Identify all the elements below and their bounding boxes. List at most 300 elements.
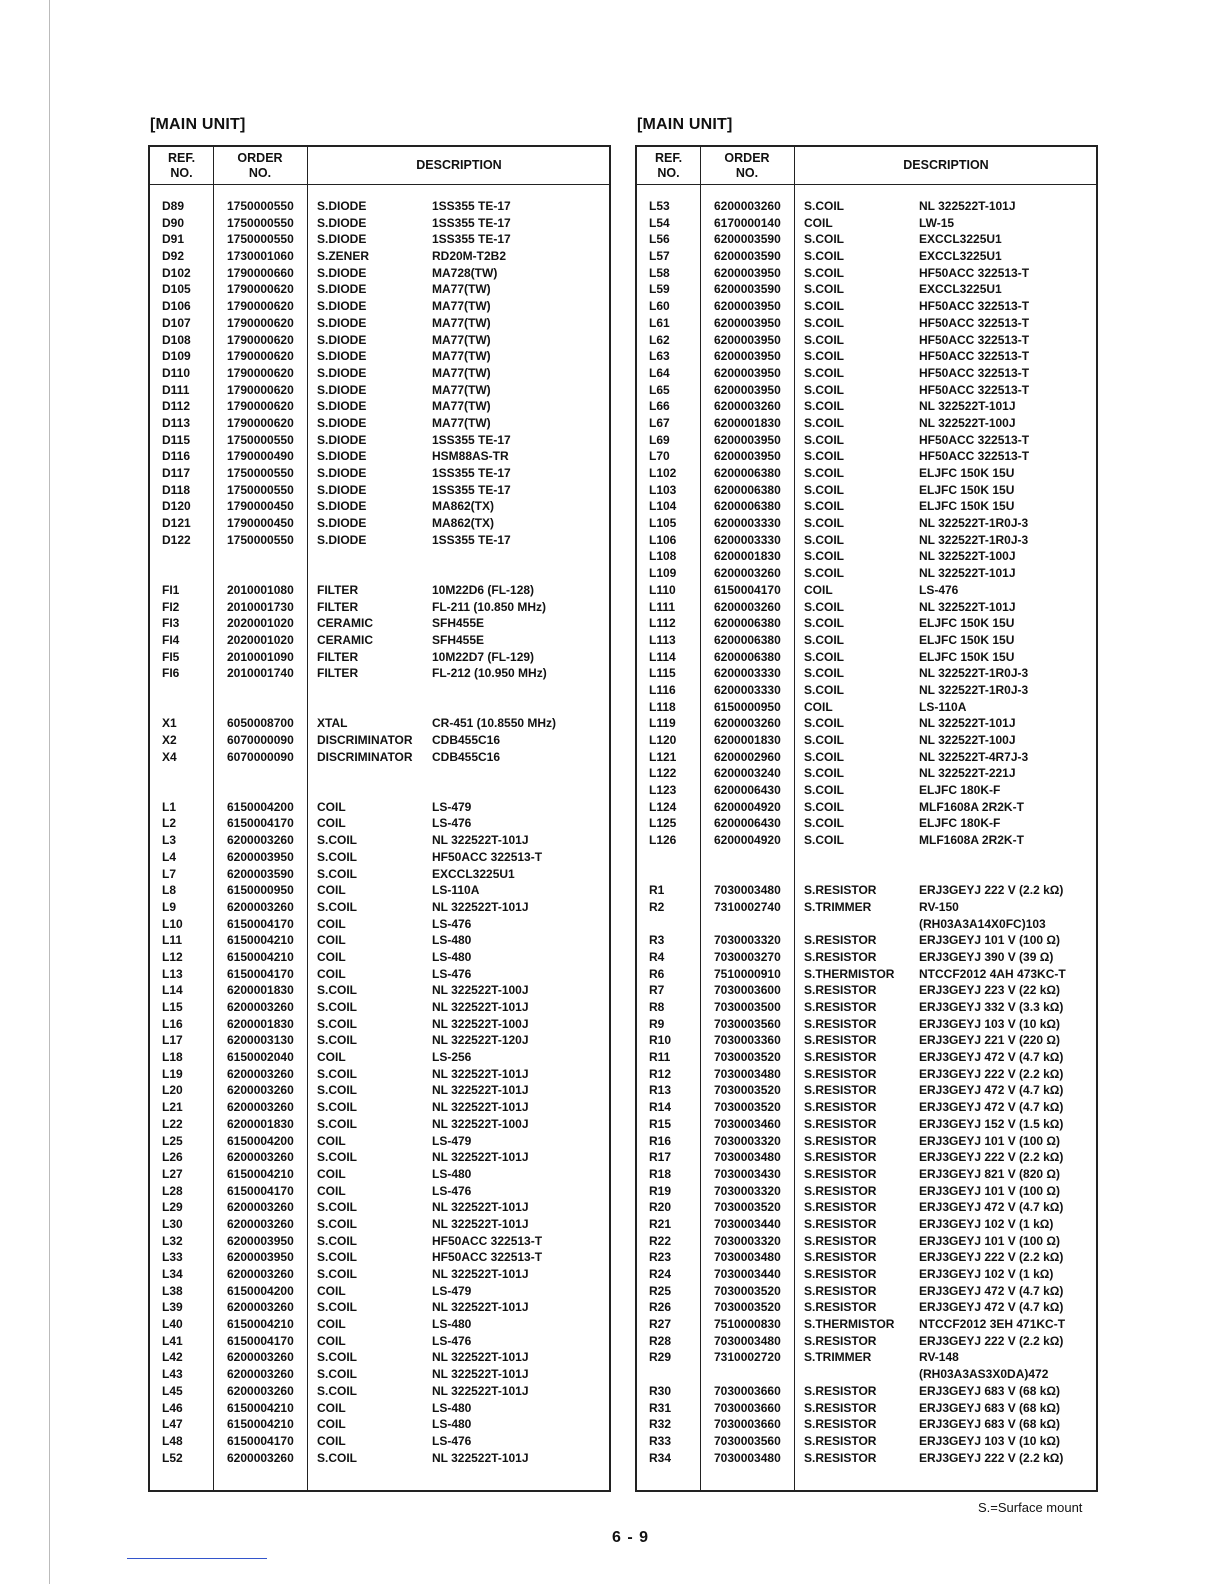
order-no: 6200003330 [714, 516, 781, 531]
table-row [150, 548, 609, 565]
ref-no: L54 [649, 215, 670, 230]
ref-no: R3 [649, 933, 665, 948]
ref-no: L112 [649, 616, 676, 631]
order-no: 6200006380 [714, 482, 781, 497]
part-type: S.RESISTOR [804, 1300, 877, 1315]
part-type: S.RESISTOR [804, 1383, 877, 1398]
part-spec: NL 322522T-101J [919, 599, 1016, 614]
ref-no: L39 [162, 1300, 183, 1315]
table-row [637, 1133, 1096, 1150]
part-spec: LS-480 [432, 1166, 472, 1181]
part-spec: 10M22D7 (FL-129) [432, 649, 535, 664]
order-no: 6200003330 [714, 532, 781, 547]
part-type: S.DIODE [317, 499, 367, 514]
part-spec: ERJ3GEYJ 102 V (1 kΩ) [919, 1267, 1054, 1281]
part-spec: LS-476 [919, 582, 959, 597]
part-spec: ERJ3GEYJ 472 V (4.7 kΩ) [919, 1083, 1064, 1098]
table-row [637, 1166, 1096, 1183]
left-header-order-line1: ORDER [237, 150, 283, 165]
left-parts-table [148, 145, 611, 1492]
part-spec: MA77(TW) [432, 332, 491, 347]
table-row [150, 966, 609, 983]
part-spec: ERJ3GEYJ 222 V (2.2 kΩ) [919, 1250, 1064, 1265]
part-spec: ELJFC 150K 15U [919, 466, 1015, 480]
part-spec: FL-212 (10.950 MHz) [432, 666, 547, 681]
part-spec: NL 322522T-101J [919, 199, 1016, 213]
order-no: 7030003320 [714, 1233, 781, 1248]
part-type: S.RESISTOR [804, 883, 877, 898]
order-no: 6200003950 [714, 432, 781, 447]
table-row [150, 932, 609, 949]
part-spec: EXCCL3225U1 [919, 232, 1002, 247]
table-row [637, 332, 1096, 349]
order-no: 1790000620 [227, 299, 294, 314]
table-row [637, 1266, 1096, 1283]
ref-no: L65 [649, 382, 670, 397]
part-type: S.COIL [804, 833, 845, 848]
ref-no: R14 [649, 1100, 672, 1115]
part-type: S.COIL [317, 1150, 358, 1165]
ref-no: L66 [649, 399, 670, 414]
table-row [637, 382, 1096, 399]
order-no: 2020001020 [227, 632, 294, 647]
table-row [150, 1149, 609, 1166]
ref-no: L69 [649, 432, 670, 447]
part-spec: ERJ3GEYJ 683 V (68 kΩ) [919, 1400, 1061, 1415]
part-type: S.COIL [317, 1383, 358, 1398]
right-header-ref [637, 147, 700, 184]
part-spec: EXCCL3225U1 [919, 282, 1002, 297]
order-no: 6200003590 [227, 866, 294, 881]
table-row [150, 1116, 609, 1133]
part-spec: 1SS355 TE-17 [432, 466, 511, 480]
part-spec: LS-480 [432, 1317, 472, 1332]
ref-no: L46 [162, 1400, 183, 1415]
table-row [637, 966, 1096, 983]
ref-no: L58 [649, 265, 670, 280]
part-type: S.COIL [804, 749, 845, 764]
ref-no: R27 [649, 1317, 672, 1332]
part-spec: HF50ACC 322513-T [432, 1250, 543, 1265]
part-type: S.COIL [804, 199, 845, 213]
order-no: 6150004170 [227, 966, 294, 981]
part-spec: ERJ3GEYJ 101 V (100 Ω) [919, 1233, 1061, 1248]
table-row [637, 1349, 1096, 1366]
table-row [150, 532, 609, 549]
part-type: S.RESISTOR [804, 1050, 877, 1065]
part-spec: ERJ3GEYJ 472 V (4.7 kΩ) [919, 1050, 1064, 1065]
order-no: 7030003460 [714, 1116, 781, 1131]
part-spec: 1SS355 TE-17 [432, 199, 511, 213]
order-no: 6200004920 [714, 799, 781, 814]
order-no: 1790000620 [227, 399, 294, 414]
table-row [150, 632, 609, 649]
part-type: S.COIL [804, 382, 845, 397]
part-spec: ELJFC 150K 15U [919, 632, 1015, 647]
part-spec: NL 322522T-101J [919, 716, 1016, 731]
ref-no: L123 [649, 783, 677, 798]
part-spec: EXCCL3225U1 [432, 866, 515, 881]
part-spec: LS-480 [432, 1400, 472, 1415]
table-row [637, 732, 1096, 749]
part-spec: NL 322522T-101J [432, 1450, 529, 1465]
part-type: COIL [317, 799, 346, 814]
part-type: S.DIODE [317, 215, 367, 230]
part-type: S.RESISTOR [804, 1250, 877, 1265]
part-spec: NL 322522T-101J [432, 1300, 529, 1315]
table-row [150, 999, 609, 1016]
part-spec: FL-211 (10.850 MHz) [432, 599, 547, 614]
table-row [637, 599, 1096, 616]
order-no: 7030003320 [714, 1133, 781, 1148]
order-no: 6150004210 [227, 949, 294, 964]
ref-no: R21 [649, 1216, 672, 1231]
table-row [150, 1099, 609, 1116]
part-spec: NL 322522T-101J [432, 1200, 529, 1215]
table-row [150, 198, 609, 215]
ref-no: L116 [649, 682, 676, 697]
part-spec: MA77(TW) [432, 282, 491, 297]
ref-no: L21 [162, 1100, 183, 1115]
ref-no: L52 [162, 1450, 183, 1465]
right-header-desc-text: DESCRIPTION [903, 158, 989, 172]
part-spec: NL 322522T-101J [432, 1000, 529, 1014]
part-type: S.COIL [317, 849, 358, 864]
part-type: COIL [317, 1317, 346, 1332]
table-row [637, 281, 1096, 298]
ref-no: L109 [649, 566, 677, 581]
table-row [150, 866, 609, 883]
part-spec: LS-479 [432, 1283, 472, 1298]
part-spec: ELJFC 150K 15U [919, 499, 1015, 514]
part-type: S.RESISTOR [804, 1200, 877, 1215]
table-row [150, 565, 609, 582]
order-no: 6200003950 [714, 349, 781, 364]
table-row [150, 1216, 609, 1233]
table-row [150, 1400, 609, 1417]
part-spec: (RH03A3AS3X0DA)472 [919, 1367, 1049, 1382]
part-spec: HF50ACC 322513-T [919, 449, 1030, 464]
part-type: S.RESISTOR [804, 1400, 877, 1415]
ref-no: R19 [649, 1183, 672, 1198]
order-no: 1790000660 [227, 265, 294, 280]
part-type: COIL [317, 1283, 346, 1298]
part-type: S.COIL [804, 599, 845, 614]
table-row [637, 699, 1096, 716]
ref-no: L34 [162, 1267, 183, 1281]
table-row [637, 1366, 1096, 1383]
part-spec: NL 322522T-101J [432, 833, 529, 848]
table-row [150, 1183, 609, 1200]
order-no: 1750000550 [227, 215, 294, 230]
part-type: COIL [317, 933, 346, 948]
ref-no: L124 [649, 799, 677, 814]
ref-no: L25 [162, 1133, 183, 1148]
table-row [637, 1416, 1096, 1433]
part-type: S.COIL [804, 566, 845, 581]
ref-no: L70 [649, 449, 670, 464]
part-spec: ERJ3GEYJ 222 V (2.2 kΩ) [919, 1150, 1064, 1165]
part-spec: NL 322522T-101J [432, 1267, 529, 1281]
part-type: S.COIL [804, 516, 845, 531]
part-type: S.COIL [317, 1450, 358, 1465]
order-no: 6200001830 [714, 733, 781, 747]
part-type: S.COIL [317, 1216, 358, 1231]
order-no: 6200003260 [227, 1083, 294, 1098]
order-no: 7030003480 [714, 883, 781, 898]
surface-mount-footnote: S.=Surface mount [978, 1500, 1083, 1515]
ref-no: L108 [649, 549, 677, 564]
part-type: COIL [317, 1400, 346, 1415]
table-row [150, 1199, 609, 1216]
order-no: 6200003260 [227, 1000, 294, 1014]
page-number: 6 - 9 [612, 1529, 650, 1546]
order-no: 1750000550 [227, 232, 294, 247]
table-row [150, 415, 609, 432]
order-no: 7030003520 [714, 1283, 781, 1298]
order-no: 7030003520 [714, 1200, 781, 1215]
part-spec: ELJFC 150K 15U [919, 482, 1015, 497]
table-row [637, 515, 1096, 532]
left-header-description [307, 147, 611, 184]
part-type: S.RESISTOR [804, 1100, 877, 1115]
order-no: 6200003260 [227, 899, 294, 914]
part-type: S.RESISTOR [804, 1033, 877, 1048]
part-type: COIL [317, 1183, 346, 1198]
table-row [637, 749, 1096, 766]
part-type: S.COIL [804, 649, 845, 664]
part-type: S.RESISTOR [804, 1450, 877, 1465]
part-spec: MA728(TW) [432, 265, 498, 280]
ref-no: R12 [649, 1066, 672, 1081]
ref-no: L110 [649, 582, 676, 597]
part-type: S.RESISTOR [804, 1116, 877, 1131]
ref-no: R24 [649, 1267, 672, 1281]
table-row [150, 398, 609, 415]
part-type: S.COIL [317, 1100, 358, 1115]
part-spec: EXCCL3225U1 [919, 249, 1002, 264]
part-type: S.COIL [804, 466, 845, 480]
part-spec: NL 322522T-101J [432, 1083, 529, 1098]
ref-no: R17 [649, 1150, 672, 1165]
table-row [637, 1283, 1096, 1300]
part-spec: MLF1608A 2R2K-T [919, 799, 1024, 814]
ref-no: L26 [162, 1150, 183, 1165]
ref-no: L105 [649, 516, 677, 531]
table-row [150, 1316, 609, 1333]
ref-no: L32 [162, 1233, 183, 1248]
order-no: 1750000550 [227, 199, 294, 213]
part-type: S.COIL [804, 549, 845, 564]
table-row [637, 899, 1096, 916]
part-spec: ERJ3GEYJ 101 V (100 Ω) [919, 933, 1061, 948]
ref-no: D122 [162, 532, 191, 547]
part-type: COIL [317, 1417, 346, 1432]
table-row [150, 1032, 609, 1049]
part-spec: NL 322522T-100J [919, 733, 1016, 747]
order-no: 1750000550 [227, 482, 294, 497]
left-header-ref [150, 147, 213, 184]
part-spec: (RH03A3A14X0FC)103 [919, 916, 1046, 931]
right-header-order-line2: NO. [735, 165, 759, 180]
part-spec: ERJ3GEYJ 683 V (68 kΩ) [919, 1383, 1061, 1398]
part-spec: HF50ACC 322513-T [919, 315, 1030, 330]
part-spec: NL 322522T-100J [432, 1116, 529, 1131]
part-spec: ERJ3GEYJ 152 V (1.5 kΩ) [919, 1116, 1064, 1131]
order-no: 7030003520 [714, 1100, 781, 1115]
order-no: 6200002960 [714, 749, 781, 764]
part-spec: HF50ACC 322513-T [432, 849, 543, 864]
order-no: 6200004920 [714, 833, 781, 848]
part-type: S.COIL [317, 983, 358, 998]
ref-no: L33 [162, 1250, 183, 1265]
part-spec: HF50ACC 322513-T [919, 349, 1030, 364]
part-spec: LS-256 [432, 1050, 472, 1065]
table-row [637, 916, 1096, 933]
ref-no: D108 [162, 332, 191, 347]
order-no: 1790000620 [227, 282, 294, 297]
order-no: 6150004170 [227, 1183, 294, 1198]
ref-no: L28 [162, 1183, 183, 1198]
part-spec: ERJ3GEYJ 102 V (1 kΩ) [919, 1216, 1054, 1231]
order-no: 6200003260 [227, 1200, 294, 1215]
part-type: S.THERMISTOR [804, 1317, 895, 1332]
ref-no: L125 [649, 816, 677, 831]
part-type: XTAL [317, 716, 348, 731]
order-no: 6150004210 [227, 1317, 294, 1332]
ref-no: L2 [162, 816, 177, 831]
order-no: 7030003480 [714, 1450, 781, 1465]
part-spec: NL 322522T-101J [919, 399, 1016, 414]
table-row [150, 882, 609, 899]
ref-no: L18 [162, 1050, 183, 1065]
ref-no: L104 [649, 499, 677, 514]
part-type: S.DIODE [317, 399, 367, 414]
table-row [150, 382, 609, 399]
table-row [150, 615, 609, 632]
part-spec: 10M22D6 (FL-128) [432, 582, 535, 597]
table-row [637, 532, 1096, 549]
part-spec: LS-476 [432, 1183, 472, 1198]
part-type: S.DIODE [317, 516, 367, 531]
part-type: S.COIL [317, 1000, 358, 1014]
part-type: S.DIODE [317, 265, 367, 280]
table-row [150, 432, 609, 449]
order-no: 7030003320 [714, 933, 781, 948]
part-type: S.COIL [804, 415, 845, 430]
ref-no: R6 [649, 966, 665, 981]
scan-edge-line [49, 0, 50, 1584]
order-no: 6200003260 [227, 833, 294, 848]
order-no: 6150004210 [227, 1400, 294, 1415]
order-no: 2010001740 [227, 666, 294, 681]
order-no: 1790000620 [227, 365, 294, 380]
part-spec: HF50ACC 322513-T [919, 365, 1030, 380]
order-no: 6200006380 [714, 632, 781, 647]
table-row [637, 649, 1096, 666]
ref-no: D90 [162, 215, 185, 230]
part-type: S.RESISTOR [804, 1083, 877, 1098]
part-type: COIL [804, 582, 833, 597]
part-spec: 1SS355 TE-17 [432, 215, 511, 230]
table-row [150, 1299, 609, 1316]
part-spec: ERJ3GEYJ 101 V (100 Ω) [919, 1133, 1061, 1148]
ref-no: L20 [162, 1083, 183, 1098]
part-type: S.DIODE [317, 415, 367, 430]
part-spec: LS-110A [919, 699, 967, 714]
part-type: S.COIL [317, 899, 358, 914]
ref-no: L41 [162, 1333, 183, 1348]
order-no: 6200006380 [714, 649, 781, 664]
part-type: S.COIL [804, 432, 845, 447]
table-row [637, 432, 1096, 449]
table-row [150, 298, 609, 315]
part-type: COIL [317, 1050, 346, 1065]
part-type: S.COIL [804, 265, 845, 280]
table-row [637, 849, 1096, 866]
part-spec: LS-476 [432, 916, 472, 931]
part-spec: ERJ3GEYJ 472 V (4.7 kΩ) [919, 1300, 1064, 1315]
order-no: 6200003260 [227, 1350, 294, 1365]
order-no: 6200003950 [714, 265, 781, 280]
order-no: 6200003950 [227, 849, 294, 864]
ref-no: X2 [162, 733, 177, 747]
table-row [637, 1299, 1096, 1316]
order-no: 7030003500 [714, 1000, 781, 1014]
ref-no: R30 [649, 1383, 672, 1398]
ref-no: R11 [649, 1050, 671, 1065]
part-type: S.DIODE [317, 349, 367, 364]
order-no: 6150004200 [227, 1133, 294, 1148]
order-no: 6200003950 [714, 332, 781, 347]
ref-no: L119 [649, 716, 676, 731]
part-type: S.COIL [804, 733, 845, 747]
table-row [637, 682, 1096, 699]
order-no: 6200003260 [714, 716, 781, 731]
left-table-body [150, 198, 609, 1466]
order-no: 7030003560 [714, 1433, 781, 1448]
left-header-desc-text: DESCRIPTION [416, 158, 502, 172]
ref-no: L103 [649, 482, 677, 497]
table-row [637, 1066, 1096, 1083]
part-type: S.COIL [804, 249, 845, 264]
order-no: 6200006380 [714, 499, 781, 514]
ref-no: D121 [162, 516, 191, 531]
part-spec: LS-479 [432, 799, 472, 814]
left-header-divider [150, 184, 609, 185]
order-no: 6150002040 [227, 1050, 294, 1065]
table-row [150, 515, 609, 532]
part-spec: NL 322522T-1R0J-3 [919, 682, 1029, 697]
ref-no: R31 [649, 1400, 672, 1415]
ref-no: R29 [649, 1350, 672, 1365]
table-row [637, 1049, 1096, 1066]
ref-no: L59 [649, 282, 670, 297]
order-no: 2010001730 [227, 599, 294, 614]
table-row [150, 916, 609, 933]
table-row [150, 1082, 609, 1099]
ref-no: L47 [162, 1417, 183, 1432]
ref-no: D105 [162, 282, 191, 297]
part-spec: CDB455C16 [432, 733, 501, 747]
part-spec: LS-479 [432, 1133, 472, 1148]
order-no: 6150004210 [227, 1417, 294, 1432]
part-type: S.COIL [804, 783, 845, 798]
table-row [637, 866, 1096, 883]
footer-link-line [127, 1558, 267, 1559]
part-spec: NL 322522T-100J [919, 415, 1016, 430]
order-no: 7510000830 [714, 1317, 781, 1332]
